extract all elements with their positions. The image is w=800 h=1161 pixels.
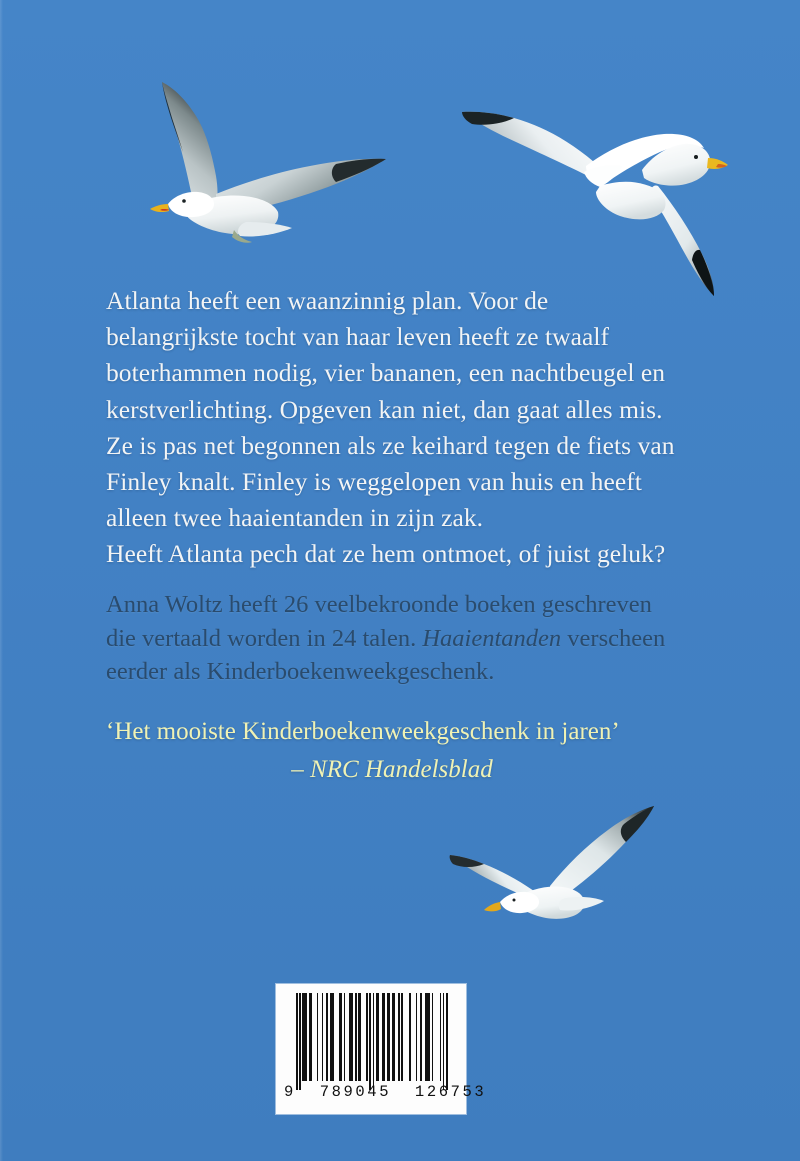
author-bio-line-3: eerder als Kinderboekenweekgeschenk. [106,658,495,685]
author-bio-line-2-prefix: die vertaald worden in 24 talen. [106,624,423,652]
blurb-paragraph-2: Ze is pas net begonnen als ze keihard tegen de fiets van Finley knalt. Finley is weggelopen van huis en heeft alleen twee haaientanden in zijn zak. [106,430,675,533]
author-bio-line-1: Anna Woltz heeft 26 veelbekroonde boeken geschreven [106,591,652,618]
author-bio-line-2-suffix: verscheen [561,624,666,652]
blurb-paragraph-3: Heeft Atlanta pech dat ze hem ontmoet, of juist geluk? [106,539,666,569]
blurb-text [106,283,676,573]
author-bio-line-2 [106,622,678,656]
review-quote-source: – NRC Handelsblad [291,756,493,783]
barcode-digits: 9 789045 126753 [284,1083,487,1101]
blurb-paragraph-1: Atlanta heeft een waanzinnig plan. Voor de belangrijkste tocht van haar leven heeft ze twaalf boterhammen nodig, vier bananen, een nachtbeugel en kerstverlichting. Opgeven kan niet, dan gaat alles mis. [106,286,666,424]
isbn-barcode [276,984,487,1114]
barcode-bars [296,993,448,1090]
author-bio [106,588,678,689]
book-title-italic: Haaientanden [422,624,562,652]
review-quote [106,715,678,787]
review-quote-text: ‘Het mooiste Kinderboekenweekgeschenk in jaren’ [106,718,620,745]
